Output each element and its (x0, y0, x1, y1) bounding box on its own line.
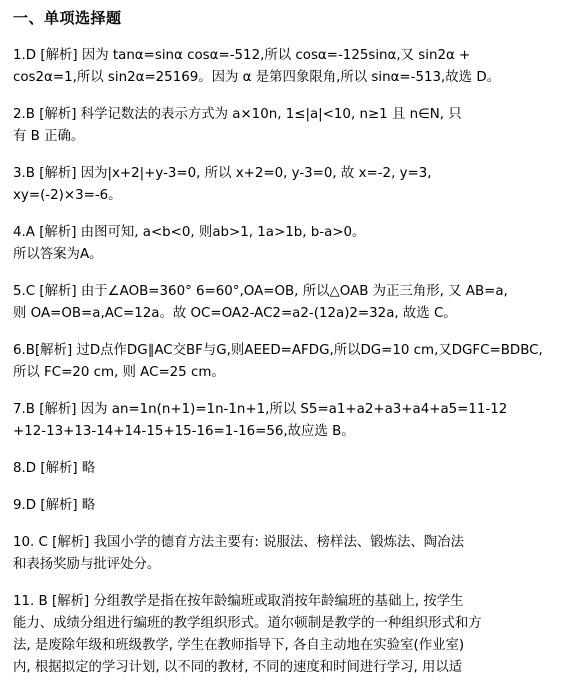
section-title: 一、单项选择题 (13, 9, 122, 27)
answer-line: 5.C [解析] 由于∠AOB=360° 6=60°,OA=OB, 所以△OAB 为正三角形, 又 AB=a, (13, 284, 508, 299)
answer-item-8 (13, 458, 573, 480)
answer-line: 10. C [解析] 我国小学的德育方法主要有: 说服法、榜样法、锻炼法、陶冶法 (13, 535, 464, 550)
answer-line: 2.B [解析] 科学记数法的表示方式为 a×10n, 1≤|a|<10, n≥1 且 n∈N, 只 (13, 107, 462, 122)
answer-line: 能力、成绩分组进行编班的教学组织形式。道尔顿制是教学的一种组织形式和方 (13, 616, 482, 631)
answer-line: 3.B [解析] 因为|x+2|+y-3=0, 所以 x+2=0, y-3=0, 故 x=-2, y=3, (13, 166, 432, 181)
answer-line: 8.D [解析] 略 (13, 461, 96, 476)
answer-line: 则 OA=OB=a,AC=12a。故 OC=OA2-AC2=a2-(12a)2=32a, 故选 C。 (13, 306, 457, 321)
answer-line: 6.B[解析] 过D点作DG∥AC交BF与G,则AEED=AFDG,所以DG=10 cm,又DGFC=BDBC, (13, 343, 543, 358)
answer-line: 11. B [解析] 分组教学是指在按年龄编班或取消按年龄编班的基础上, 按学生 (13, 594, 464, 609)
answer-line: 有 B 正确。 (13, 129, 85, 144)
answer-item-1 (13, 45, 573, 89)
answer-item-7 (13, 399, 573, 443)
answer-line: 1.D [解析] 因为 tanα=sinα cosα=-512,所以 cosα=-125sinα,又 sin2α + (13, 48, 471, 63)
answer-item-5 (13, 281, 573, 325)
answer-line: 7.B [解析] 因为 an=1n(n+1)=1n-1n+1,所以 S5=a1+a2+a3+a4+a5=11-12 (13, 402, 508, 417)
answer-item-4 (13, 222, 573, 266)
answer-line: 法, 是废除年级和班级教学, 学生在教师指导下, 各自主动地在实验室(作业室) (13, 638, 465, 653)
answer-line: cos2α=1,所以 sin2α=25169。因为 α 是第四象限角,所以 sinα=-513,故选 D。 (13, 70, 501, 85)
answer-line: xy=(-2)×3=-6。 (13, 188, 122, 203)
answer-line: 内, 根据拟定的学习计划, 以不同的教材, 不同的速度和时间进行学习, 用以适 (13, 660, 463, 675)
answer-line: +12-13+13-14+14-15+15-16=1-16=56,故应选 B。 (13, 424, 355, 439)
answer-line: 和表扬奖励与批评处分。 (13, 557, 161, 572)
answer-line: 4.A [解析] 由图可知, a<b<0, 则ab>1, 1a>1b, b-a>0。 (13, 225, 366, 240)
answer-line: 所以答案为A。 (13, 247, 103, 262)
answer-item-3 (13, 163, 573, 207)
answer-item-10 (13, 532, 573, 576)
answer-item-2 (13, 104, 573, 148)
answer-item-11 (13, 591, 573, 679)
answer-item-9 (13, 495, 573, 517)
answer-item-6 (13, 340, 573, 384)
answer-line: 9.D [解析] 略 (13, 498, 96, 513)
answer-line: 所以 FC=20 cm, 则 AC=25 cm。 (13, 365, 225, 380)
